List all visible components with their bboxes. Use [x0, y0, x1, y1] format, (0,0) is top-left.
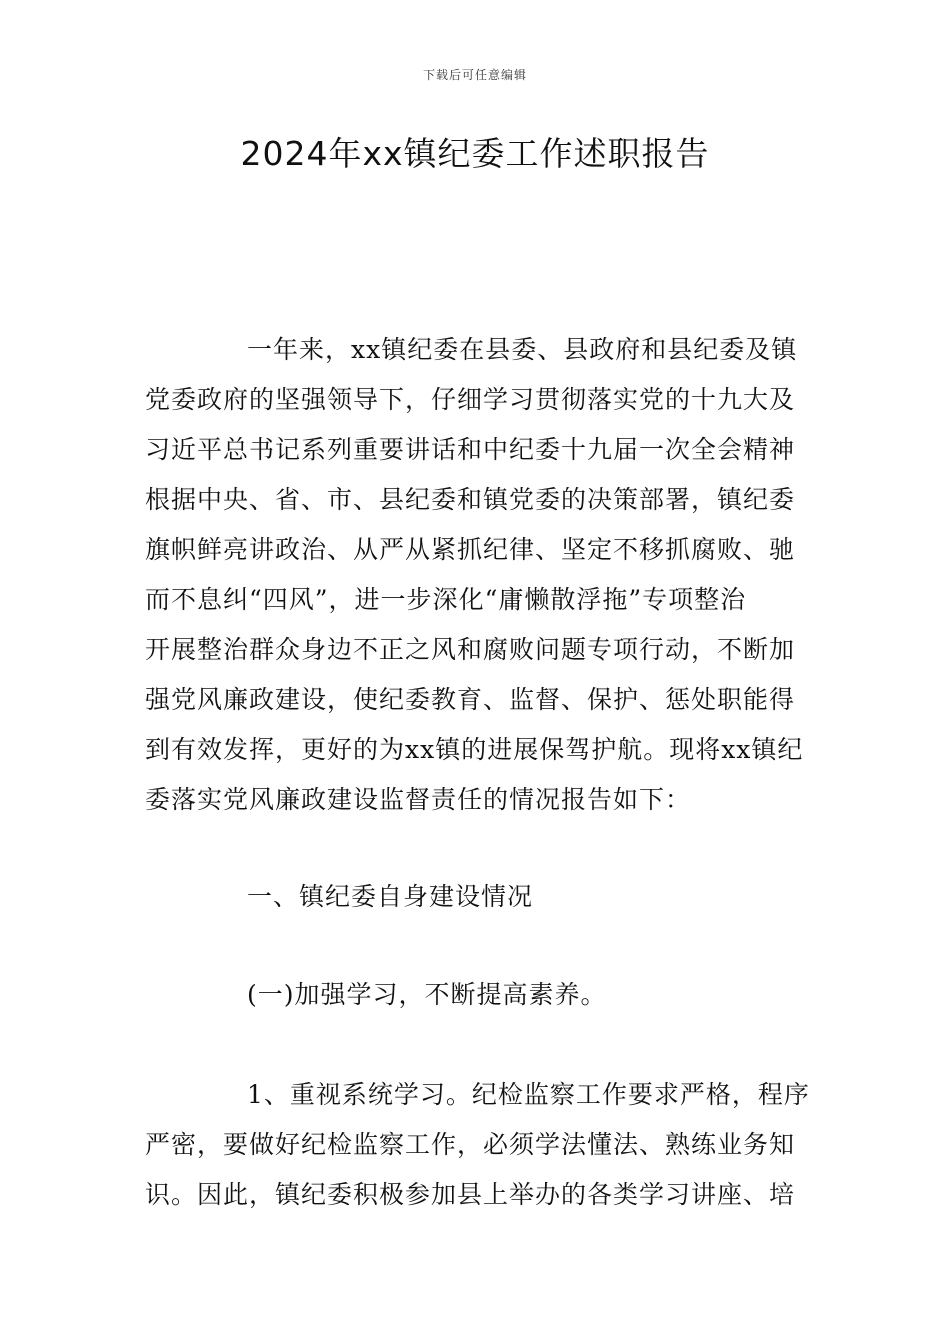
intro-line: 一年来，xx镇纪委在县委、县政府和县纪委及镇 [247, 335, 798, 364]
intro-line: 旗帜鲜亮讲政治、从严从紧抓纪律、坚定不移抓腐败、驰 [145, 535, 796, 564]
intro-line: 习近平总书记系列重要讲话和中纪委十九届一次全会精神 [145, 435, 796, 464]
intro-line: 委落实党风廉政建设监督责任的情况报告如下： [145, 785, 692, 814]
document-title: 2024年xx镇纪委工作述职报告 [240, 134, 710, 173]
intro-line: 党委政府的坚强领导下，仔细学习贯彻落实党的十九大及 [145, 385, 796, 414]
item-line: 严密，要做好纪检监察工作，必须学法懂法、熟练业务知 [145, 1130, 796, 1159]
section-heading [145, 872, 810, 922]
intro-paragraph [145, 325, 810, 825]
intro-line: 根据中央、省、市、县纪委和镇党委的决策部署，镇纪委 [145, 485, 796, 514]
item-line: 1、重视系统学习。纪检监察工作要求严格，程序 [247, 1080, 810, 1109]
item-line: 识。因此，镇纪委积极参加县上举办的各类学习讲座、培 [145, 1180, 796, 1209]
intro-line: 而不息纠“四风”，进一步深化“庸懒散浮拖”专项整治 [145, 585, 747, 614]
intro-line: 开展整治群众身边不正之风和腐败问题专项行动，不断加 [145, 635, 796, 664]
subsection-heading [145, 970, 810, 1020]
intro-line: 到有效发挥，更好的为xx镇的进展保驾护航。现将xx镇纪 [145, 735, 804, 764]
intro-line: 强党风廉政建设，使纪委教育、监督、保护、惩处职能得 [145, 685, 796, 714]
subsection-heading-text: (一)加强学习，不断提高素养。 [247, 980, 607, 1009]
section-heading-text: 一、镇纪委自身建设情况 [247, 882, 534, 911]
item-paragraph [145, 1070, 810, 1220]
header-note: 下载后可任意编辑 [422, 68, 527, 82]
